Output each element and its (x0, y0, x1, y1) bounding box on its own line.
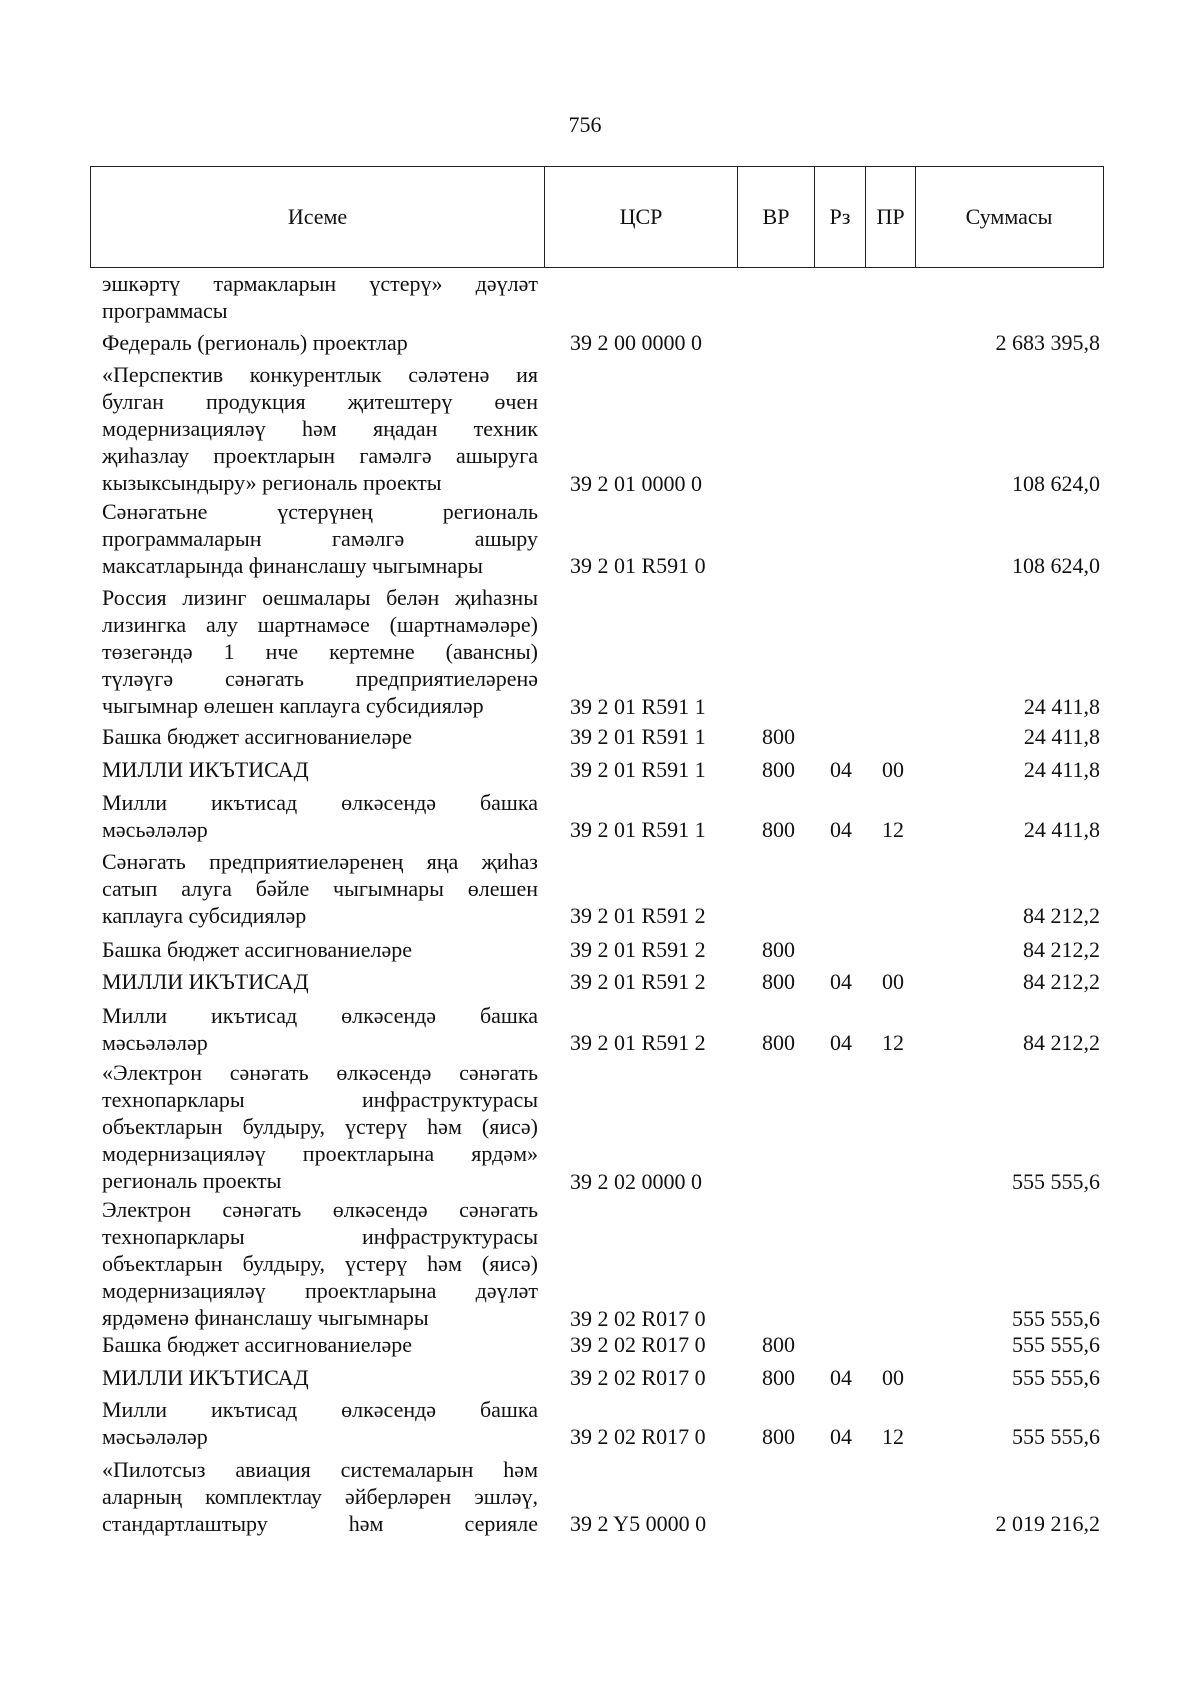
row-name (102, 1331, 538, 1358)
header-pr: ПР (866, 167, 916, 267)
row-name-line: Милли икътисад өлкәсендә башка (102, 1397, 538, 1422)
row-sum: 84 212,2 (1023, 937, 1100, 962)
row-csr: 39 2 01 0000 0 (570, 470, 702, 496)
row-name-line: объектларын булдыру, үстерү һәм (яисә) (102, 1251, 538, 1276)
row-name (102, 723, 538, 750)
row-name-line: Электрон сәнәгать өлкәсендә сәнәгать (102, 1197, 538, 1222)
header-sum: Суммасы (965, 204, 1053, 229)
row-sum: 84 212,2 (1023, 969, 1100, 994)
row-name-line: МИЛЛИ ИКЪТИСАД (102, 1365, 309, 1390)
row-name (102, 936, 538, 963)
row-name-line: Федераль (региональ) проектлар (102, 330, 408, 355)
row-name (102, 1396, 538, 1450)
row-sum: 24 411,8 (1023, 817, 1100, 843)
row-pr: 00 (882, 969, 904, 994)
row-pr: 12 (882, 1030, 904, 1056)
row-name (102, 1364, 538, 1391)
row-pr: 12 (882, 1424, 904, 1450)
row-sum: 108 624,0 (1012, 553, 1100, 579)
row-pr: 00 (882, 1365, 904, 1390)
row-name-line: Россия лизинг оешмалары белән җиһазны (102, 585, 538, 610)
row-pr: 12 (882, 817, 904, 843)
row-name (102, 584, 538, 719)
row-name-line: Башка бюджет ассигнованиеләре (102, 937, 412, 962)
row-pr: 00 (882, 757, 904, 782)
row-name-line: объектларын булдыру, үстерү һәм (яисә) (102, 1114, 538, 1139)
row-name (102, 1059, 538, 1194)
row-name-line: җиһазлау проектларын гамәлгә ашыруга (102, 443, 538, 468)
row-vr: 800 (762, 969, 795, 994)
row-name-line: Сәнәгать предприятиеләренең яңа җиһаз (102, 849, 538, 874)
row-rz: 04 (830, 757, 852, 782)
row-csr: 39 2 01 R591 2 (570, 969, 706, 994)
row-name (102, 848, 538, 929)
row-name-line: каплауга субсидияләр (102, 903, 307, 928)
row-csr: 39 2 02 R017 0 (570, 1305, 706, 1331)
row-name-line: эшкәртү тармакларын үстерү» дәүләт (102, 271, 538, 296)
row-sum: 84 212,2 (1023, 903, 1100, 929)
row-name-line: программасы (102, 298, 228, 323)
row-name-line: «Перспектив конкурентлык сәләтенә ия (102, 362, 538, 387)
row-name-line: булган продукция җитештерү өчен (102, 389, 538, 414)
row-vr: 800 (762, 1365, 795, 1390)
row-sum: 555 555,6 (1012, 1168, 1100, 1194)
row-name (102, 756, 538, 783)
row-csr: 39 2 02 0000 0 (570, 1168, 702, 1194)
row-name (102, 1196, 538, 1331)
row-name-line: модернизацияләү проектларына дәүләт (102, 1278, 538, 1303)
row-csr: 39 2 01 R591 2 (570, 1030, 706, 1056)
row-name (102, 789, 538, 843)
row-rz: 04 (830, 1365, 852, 1390)
row-name-line: «Пилотсыз авиация системаларын һәм (102, 1457, 538, 1482)
row-sum: 555 555,6 (1012, 1305, 1100, 1331)
row-name (102, 498, 538, 579)
row-sum: 555 555,6 (1012, 1365, 1100, 1390)
row-name-line: технопарклары инфраструктурасы (102, 1224, 538, 1249)
row-name-line: МИЛЛИ ИКЪТИСАД (102, 757, 309, 782)
row-rz: 04 (830, 969, 852, 994)
row-name-line: түләүгә сәнәгать предприятиеләренә (102, 666, 538, 691)
row-sum: 84 212,2 (1023, 1030, 1100, 1056)
row-name-line: төзегәндә 1 нче кертемне (авансны) (102, 639, 538, 664)
row-csr: 39 2 01 R591 0 (570, 553, 706, 579)
header-name: Исеме (91, 167, 545, 267)
table-header (90, 166, 1104, 268)
header-rz: Рз (815, 167, 866, 267)
row-name-line: мәсьәләләр (102, 817, 208, 842)
row-sum: 555 555,6 (1012, 1332, 1100, 1357)
row-csr: 39 2 01 R591 2 (570, 937, 706, 962)
header-vr: ВР (738, 167, 815, 267)
row-csr: 39 2 01 R591 2 (570, 903, 706, 929)
row-csr: 39 2 Y5 0000 0 (570, 1511, 707, 1537)
row-name (102, 361, 538, 496)
row-csr: 39 2 02 R017 0 (570, 1332, 706, 1357)
row-csr: 39 2 01 R591 1 (570, 693, 706, 719)
row-name-line: Милли икътисад өлкәсендә башка (102, 1003, 538, 1028)
row-name (102, 1002, 538, 1056)
row-csr: 39 2 02 R017 0 (570, 1424, 706, 1450)
row-name-line: сатып алуга бәйле чыгымнары өлешен (102, 876, 538, 901)
row-name-line: чыгымнар өлешен каплауга субсидияләр (102, 693, 484, 718)
row-name-line: лизингка алу шартнамәсе (шартнамәләре) (102, 612, 538, 637)
row-sum: 555 555,6 (1012, 1424, 1100, 1450)
row-vr: 800 (762, 1030, 795, 1056)
row-sum: 24 411,8 (1023, 693, 1100, 719)
row-name-line: Сәнәгатьне үстерүнең региональ (102, 499, 538, 524)
row-name-line: максатларында финанслашу чыгымнары (102, 553, 483, 578)
row-rz: 04 (830, 817, 852, 843)
row-sum: 2 683 395,8 (995, 330, 1100, 355)
row-name (102, 968, 538, 995)
row-name-line: региональ проекты (102, 1168, 282, 1193)
header-csr: ЦСР (545, 167, 738, 267)
row-name-line: модернизацияләү һәм яңадан техник (102, 416, 538, 441)
row-name-line: МИЛЛИ ИКЪТИСАД (102, 969, 309, 994)
row-name-line: «Электрон сәнәгать өлкәсендә сәнәгать (102, 1060, 538, 1085)
row-name (102, 1456, 538, 1537)
row-name-line: модернизацияләү проектларына ярдәм» (102, 1141, 538, 1166)
row-name-line: кызыксындыру» региональ проекты (102, 470, 442, 495)
row-name (102, 329, 538, 356)
row-csr: 39 2 01 R591 1 (570, 757, 706, 782)
row-rz: 04 (830, 1030, 852, 1056)
row-name-line: Башка бюджет ассигнованиеләре (102, 724, 412, 749)
row-name-line: стандартлаштыру һәм серияле (102, 1511, 538, 1536)
row-name-line: аларның комплектлау әйберләрен эшләү, (102, 1484, 538, 1509)
row-vr: 800 (762, 757, 795, 782)
row-vr: 800 (762, 724, 795, 749)
row-name-line: Милли икътисад өлкәсендә башка (102, 790, 538, 815)
page-number: 756 (568, 112, 602, 137)
row-name-line: мәсьәләләр (102, 1424, 208, 1449)
row-name-line: мәсьәләләр (102, 1030, 208, 1055)
row-vr: 800 (762, 1424, 795, 1450)
row-name-line: Башка бюджет ассигнованиеләре (102, 1332, 412, 1357)
row-csr: 39 2 01 R591 1 (570, 817, 706, 843)
row-rz: 04 (830, 1424, 852, 1450)
row-sum: 24 411,8 (1023, 757, 1100, 782)
row-name-line: программаларын гамәлгә ашыру (102, 526, 538, 551)
row-csr: 39 2 01 R591 1 (570, 724, 706, 749)
row-name-line: технопарклары инфраструктурасы (102, 1087, 538, 1112)
row-sum: 24 411,8 (1023, 724, 1100, 749)
row-csr: 39 2 00 0000 0 (570, 330, 702, 355)
row-sum: 108 624,0 (1012, 470, 1100, 496)
row-vr: 800 (762, 817, 795, 843)
row-vr: 800 (762, 937, 795, 962)
row-name-line: ярдәменә финанслашу чыгымнары (102, 1305, 429, 1330)
row-sum: 2 019 216,2 (995, 1511, 1100, 1537)
row-name (102, 270, 538, 324)
row-csr: 39 2 02 R017 0 (570, 1365, 706, 1390)
row-vr: 800 (762, 1332, 795, 1357)
